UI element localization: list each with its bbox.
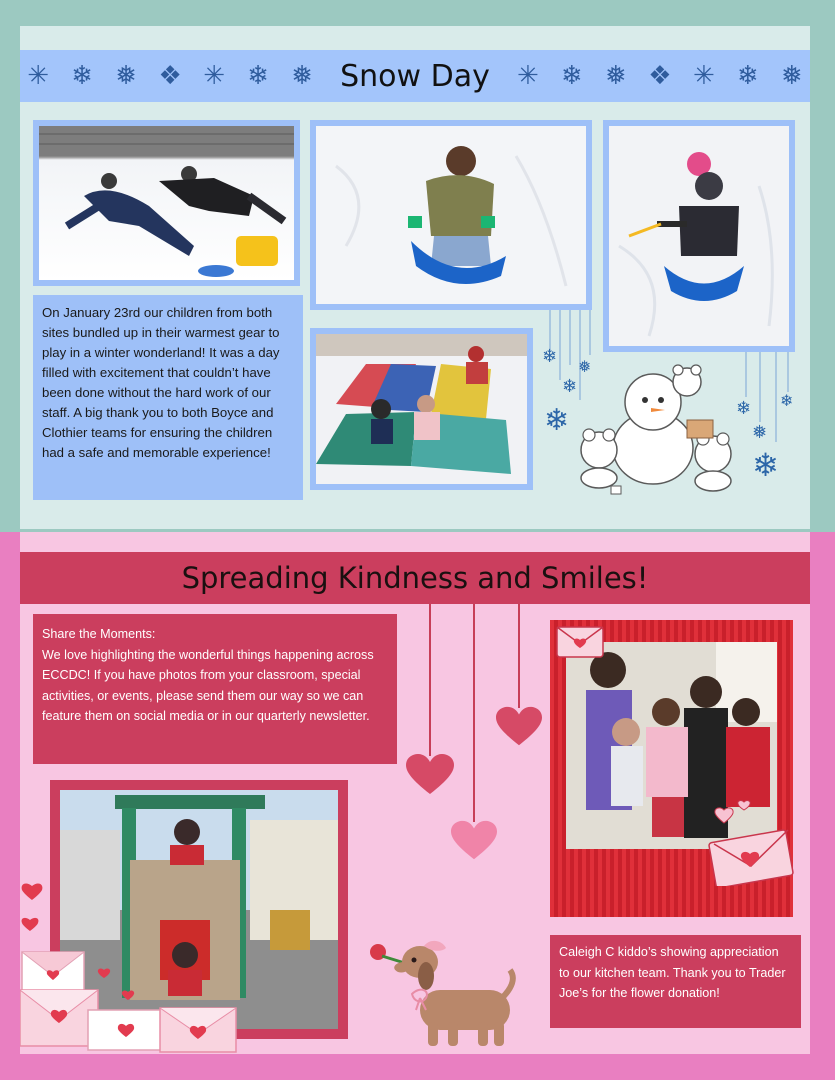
snowman-with-bears-illustration xyxy=(575,360,740,495)
heart-string xyxy=(429,604,431,756)
snow-day-description: On January 23rd our children from both sites bundled up in their warmest gear to play in a winter wonderland! It was a day filled with excitement that couldn’t have been done without the hard work of our staff. A big thank you to both Boyce and Clothier teams for ensuring the children had a safe and memorable experience! xyxy=(33,295,303,500)
svg-text:❅: ❅ xyxy=(752,422,768,443)
envelope-hearts-decoration xyxy=(704,796,796,886)
heart-icon xyxy=(496,706,542,748)
snowflake-icon: ❄ xyxy=(247,61,270,91)
heart-icon xyxy=(451,820,497,862)
snowflake-icon: ❅ xyxy=(780,61,803,91)
love-letters-decoration xyxy=(20,880,240,1054)
svg-text:❄: ❄ xyxy=(736,398,752,419)
svg-text:❄: ❄ xyxy=(544,403,570,438)
share-the-moments-box xyxy=(33,614,397,764)
heart-icon xyxy=(406,754,454,796)
photo-sled-boy xyxy=(310,120,592,310)
svg-text:❄: ❄ xyxy=(542,346,558,367)
svg-text:❄: ❄ xyxy=(780,391,794,410)
kitchen-team-caption: Caleigh C kiddo’s showing appreciation to our kitchen team. Thank you to Trader Joe’s for the flower donation! xyxy=(550,935,801,1028)
heart-string xyxy=(518,604,520,708)
share-body: We love highlighting the wonderful things happening across ECCDC! If you have photos from your classroom, special activities, or events, please send them our way so we can feature them on social media or in our quarterly newsletter. xyxy=(42,647,374,723)
snowflake-row-left xyxy=(22,63,318,89)
kindness-banner xyxy=(20,552,810,604)
toddlers-mats-illustration xyxy=(316,334,527,484)
sled-boy-illustration xyxy=(316,126,586,304)
snowflake-icon: ❄ xyxy=(71,61,94,91)
share-heading: Share the Moments: xyxy=(42,627,156,641)
envelope-icon xyxy=(556,626,604,658)
snowflake-icon: ✳ xyxy=(516,61,539,91)
snowflake-icon: ❅ xyxy=(291,61,314,91)
photo-pink-hat-sled xyxy=(603,120,795,352)
snowflake-icon: ❅ xyxy=(115,61,138,91)
photo-toddlers-on-mats xyxy=(310,328,533,490)
snowflake-icon: ✳ xyxy=(27,61,50,91)
snow-day-title: Snow Day xyxy=(340,58,490,94)
snowflake-icon: ❖ xyxy=(158,61,182,91)
svg-text:❄: ❄ xyxy=(752,446,779,482)
snowflake-icon: ❄ xyxy=(560,61,583,91)
snowflake-icon: ✳ xyxy=(203,61,226,91)
heart-string xyxy=(473,604,475,822)
snowflake-icon: ❖ xyxy=(648,61,672,91)
svg-text:❅: ❅ xyxy=(578,357,592,376)
pink-hat-sled-illustration xyxy=(609,126,789,346)
hanging-snowflakes-right xyxy=(732,352,800,482)
snowflake-icon: ❄ xyxy=(736,61,759,91)
kindness-title: Spreading Kindness and Smiles! xyxy=(181,561,649,595)
snow-angels-illustration xyxy=(39,126,294,280)
photo-snow-angels xyxy=(33,120,300,286)
snowflake-icon: ❅ xyxy=(604,61,627,91)
svg-text:❄: ❄ xyxy=(562,376,578,397)
snowflake-row-right xyxy=(512,63,808,89)
dachshund-with-flower-illustration xyxy=(368,938,518,1050)
snow-day-banner xyxy=(20,50,810,102)
snowflake-icon: ✳ xyxy=(692,61,715,91)
